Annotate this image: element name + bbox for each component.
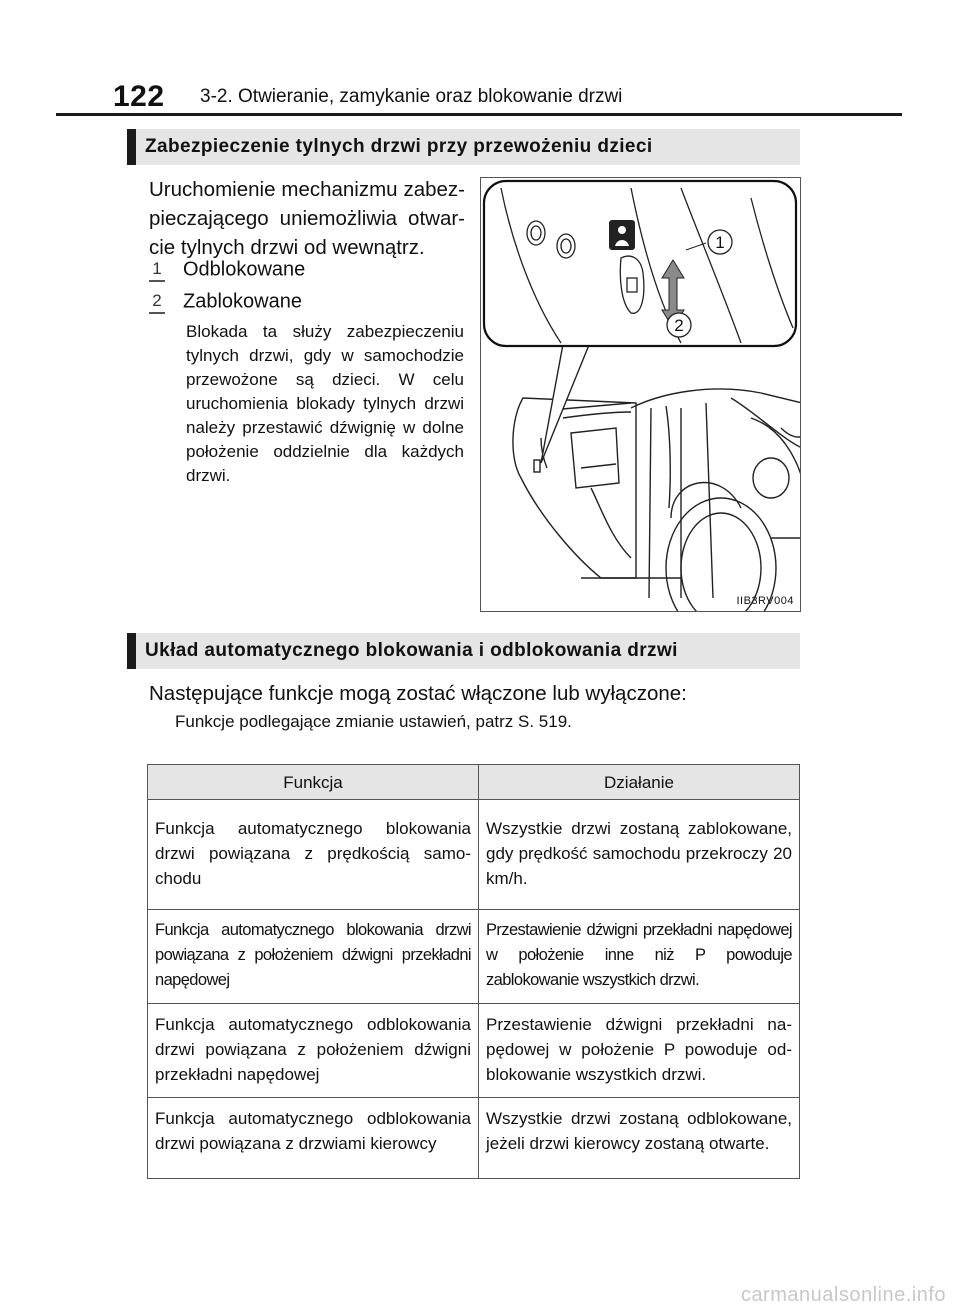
- table-row: [148, 910, 800, 1004]
- table-header-row: [148, 765, 800, 800]
- table-cell-function: Funkcja automatycznego blokowania drzwi powiązana z prędkością samochodu: [148, 800, 479, 910]
- legend-label-unlocked: Odblokowane: [183, 258, 306, 281]
- table-header-function: Funkcja: [148, 765, 479, 800]
- section-title-auto-lock: Układ automatycznego blokowania i odblokowania drzwi: [127, 633, 800, 669]
- legend-number-2: 2: [149, 290, 165, 314]
- figure-code: IIB3RV004: [736, 595, 794, 607]
- table-header-operation: Działanie: [479, 765, 800, 800]
- door-illustration-svg: [481, 178, 801, 612]
- table-cell-operation: Przestawienie dźwigni przekładni napędowej w położenie inne niż P powoduje zablokowanie wszystkich drzwi.: [479, 910, 800, 1004]
- section-title-child-lock: Zabezpieczenie tylnych drzwi przy przewożeniu dzieci: [127, 129, 800, 165]
- legend-item-locked: [149, 290, 469, 314]
- page-number: 122: [113, 80, 165, 113]
- legend-label-locked: Zablokowane: [183, 290, 302, 313]
- table-row: [148, 1098, 800, 1179]
- legend-item-unlocked: [149, 258, 469, 282]
- header-rule: [56, 113, 902, 116]
- child-lock-intro: [149, 175, 465, 262]
- table-cell-function: Funkcja automatycznego odblokowania drzwi powiązana z drzwiami kierowcy: [148, 1098, 479, 1179]
- table-cell-function: Funkcja automatycznego odblokowania drzwi powiązana z położeniem dźwigni przekładni napędowej: [148, 1004, 479, 1098]
- legend-number-1: 1: [149, 258, 165, 282]
- rear-door-child-lock-illustration: [480, 177, 801, 612]
- table-cell-function: Funkcja automatycznego blokowania drzwi powiązana z położeniem dźwigni przekładni napędowej: [148, 910, 479, 1004]
- auto-lock-intro: Następujące funkcje mogą zostać włączone lub wyłączone:: [149, 682, 687, 705]
- auto-lock-functions-table: [147, 764, 800, 1179]
- table-cell-operation: Przestawienie dźwigni przekładni napędowej w położenie P powoduje odblokowanie wszystkich drzwi.: [479, 1004, 800, 1098]
- table-row: [148, 1004, 800, 1098]
- table-cell-operation: Wszystkie drzwi zostaną odblokowane, jeżeli drzwi kierowcy zostaną otwarte.: [479, 1098, 800, 1179]
- watermark: carmanualsonline.info: [740, 1284, 946, 1306]
- table-row: [148, 800, 800, 910]
- running-title: 3-2. Otwieranie, zamykanie oraz blokowanie drzwi: [200, 86, 623, 107]
- callout-2: 2: [674, 316, 684, 335]
- callout-1: 1: [715, 233, 725, 252]
- auto-lock-reference-note: Funkcje podlegające zmianie ustawień, patrz S. 519.: [175, 712, 572, 731]
- child-lock-note: Blokada ta służy zabezpieczeniu tylnych drzwi, gdy w samochodzie przewożone są dzieci. W celu uruchomienia blokady tylnych drzwi należy przestawić dźwignię w dolne położenie oddzielnie dla każdych drzwi.: [186, 322, 464, 485]
- table-cell-operation: Wszystkie drzwi zostaną zablokowane, gdy prędkość samochodu przekroczy 20 km/h.: [479, 800, 800, 910]
- child-lock-intro-text: Uruchomienie mechanizmu zabezpieczającego uniemożliwia otwarcie tylnych drzwi od wewnątrz.: [149, 178, 465, 259]
